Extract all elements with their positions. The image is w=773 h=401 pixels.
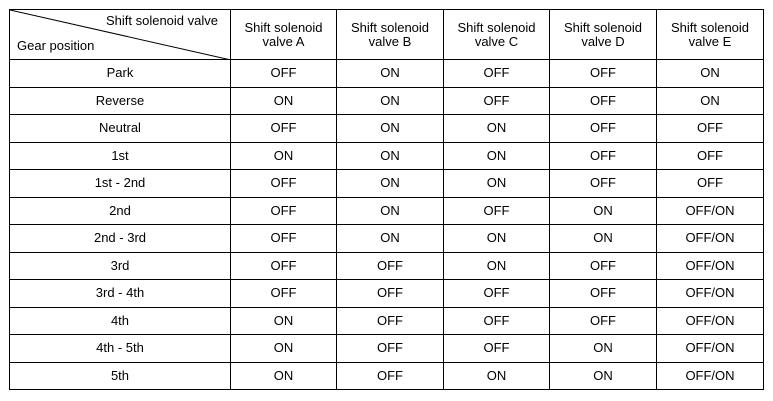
valve-state-cell: ON (337, 197, 444, 225)
valve-state-cell: OFF (550, 142, 657, 170)
corner-header-cell (10, 10, 231, 60)
table-row (10, 87, 764, 115)
valve-state-cell: ON (550, 335, 657, 363)
valve-state-cell: OFF (550, 170, 657, 198)
gear-position-cell: 1st (10, 142, 231, 170)
valve-state-cell: OFF (337, 307, 444, 335)
valve-state-cell: ON (231, 142, 337, 170)
column-header-line1: Shift solenoid (563, 19, 643, 35)
valve-state-cell: OFF (231, 225, 337, 253)
valve-state-cell: ON (337, 225, 444, 253)
valve-state-cell: ON (444, 362, 550, 390)
header-row (10, 10, 764, 60)
gear-position-cell: 1st - 2nd (10, 170, 231, 198)
valve-state-cell: OFF/ON (657, 362, 764, 390)
valve-state-cell: ON (231, 307, 337, 335)
table-row (10, 335, 764, 363)
valve-state-cell: ON (444, 225, 550, 253)
gear-position-cell: 3rd - 4th (10, 280, 231, 308)
valve-state-cell: OFF (550, 60, 657, 88)
gear-position-cell: 3rd (10, 252, 231, 280)
valve-state-cell: ON (444, 170, 550, 198)
table-row (10, 252, 764, 280)
column-header-line2: valve D (581, 33, 625, 49)
column-axis-label: Shift solenoid valve (105, 13, 218, 28)
valve-state-cell: ON (337, 60, 444, 88)
table-row (10, 307, 764, 335)
valve-state-cell: ON (444, 142, 550, 170)
column-header-line1: Shift solenoid (244, 19, 323, 35)
column-header-line2: valve B (368, 33, 412, 49)
column-header-valve-a (231, 10, 337, 60)
column-header-valve-b (337, 10, 444, 60)
column-header-line2: valve A (262, 33, 305, 49)
valve-state-cell: OFF (444, 280, 550, 308)
table-row (10, 280, 764, 308)
column-header-line1: Shift solenoid (350, 19, 430, 35)
valve-state-cell: ON (337, 87, 444, 115)
valve-state-cell: OFF (444, 197, 550, 225)
column-header-line1: Shift solenoid (670, 19, 750, 35)
valve-state-cell: OFF (337, 335, 444, 363)
valve-state-cell: OFF (550, 280, 657, 308)
valve-state-cell: OFF (231, 170, 337, 198)
valve-state-cell: ON (550, 362, 657, 390)
valve-state-cell: OFF (657, 142, 764, 170)
valve-state-cell: OFF (550, 307, 657, 335)
table-row (10, 170, 764, 198)
valve-state-cell: OFF (337, 280, 444, 308)
table-row (10, 115, 764, 143)
valve-state-cell: OFF/ON (657, 307, 764, 335)
valve-state-cell: OFF (444, 335, 550, 363)
table-row (10, 225, 764, 253)
gear-position-cell: 4th - 5th (10, 335, 231, 363)
valve-state-cell: ON (657, 60, 764, 88)
table-row (10, 142, 764, 170)
valve-state-cell: OFF (657, 115, 764, 143)
column-header-valve-c (444, 10, 550, 60)
valve-state-cell: ON (444, 115, 550, 143)
valve-state-cell: OFF (657, 170, 764, 198)
valve-state-cell: OFF (444, 87, 550, 115)
table-row (10, 362, 764, 390)
valve-state-cell: ON (231, 87, 337, 115)
valve-state-cell: OFF (550, 87, 657, 115)
valve-state-cell: OFF (550, 252, 657, 280)
valve-state-cell: OFF (337, 252, 444, 280)
gear-position-cell: 2nd - 3rd (10, 225, 231, 253)
valve-state-cell: OFF (337, 362, 444, 390)
valve-state-cell: ON (231, 335, 337, 363)
valve-state-cell: OFF (550, 115, 657, 143)
gear-position-cell: Reverse (10, 87, 231, 115)
column-header-valve-d (550, 10, 657, 60)
valve-state-cell: OFF (231, 252, 337, 280)
gear-position-cell: 2nd (10, 197, 231, 225)
valve-state-cell: OFF (444, 307, 550, 335)
column-header-line2: valve C (474, 33, 519, 49)
valve-state-cell: ON (231, 362, 337, 390)
gear-position-cell: Park (10, 60, 231, 88)
gear-position-cell: Neutral (10, 115, 231, 143)
valve-state-cell: ON (444, 252, 550, 280)
table-row (10, 60, 764, 88)
valve-state-cell: OFF/ON (657, 252, 764, 280)
valve-state-cell: ON (337, 170, 444, 198)
valve-state-cell: OFF (231, 197, 337, 225)
gear-position-cell: 4th (10, 307, 231, 335)
valve-state-cell: OFF/ON (657, 280, 764, 308)
valve-state-cell: ON (550, 197, 657, 225)
valve-state-cell: ON (657, 87, 764, 115)
valve-state-cell: ON (337, 142, 444, 170)
table-row (10, 197, 764, 225)
valve-state-cell: ON (550, 225, 657, 253)
valve-state-cell: OFF/ON (657, 197, 764, 225)
valve-state-cell: OFF/ON (657, 335, 764, 363)
valve-state-cell: ON (337, 115, 444, 143)
gear-position-cell: 5th (10, 362, 231, 390)
valve-state-cell: OFF (444, 60, 550, 88)
valve-state-cell: OFF (231, 115, 337, 143)
valve-state-cell: OFF (231, 60, 337, 88)
column-header-valve-e (657, 10, 764, 60)
solenoid-operation-table (9, 9, 764, 390)
column-header-line2: valve E (688, 33, 732, 49)
valve-state-cell: OFF/ON (657, 225, 764, 253)
column-header-line1: Shift solenoid (457, 19, 536, 35)
valve-state-cell: OFF (231, 280, 337, 308)
row-axis-label: Gear position (17, 38, 95, 53)
